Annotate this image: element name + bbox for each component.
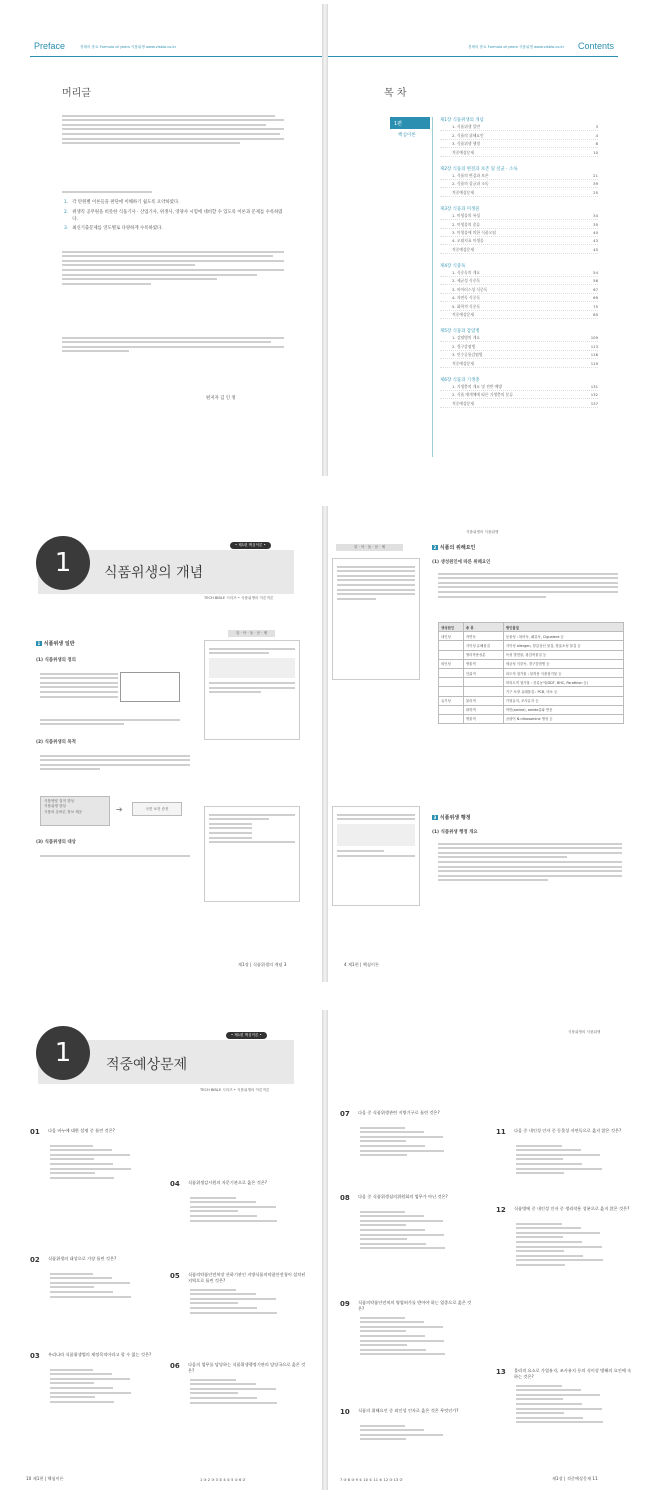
toc-chapter — [440, 166, 598, 197]
part-divider — [432, 117, 433, 457]
table-cell: 아민(amine), amide류와 반응 — [503, 705, 623, 714]
answer-options — [360, 1422, 472, 1443]
target-text — [40, 852, 190, 859]
answer-options — [360, 1314, 472, 1358]
toc-item[interactable] — [440, 344, 598, 351]
purpose-flow-right: 국민 보건 증진 — [132, 802, 182, 816]
answer-options — [516, 1220, 630, 1269]
toc-chapter-title[interactable]: 제4장 식중독 — [440, 263, 466, 269]
toc-chapter-title[interactable]: 제1장 식품위생의 개념 — [440, 118, 484, 123]
quiz-label: 알 · 아 · 둘 · 문 · 제 — [336, 544, 403, 551]
toc-item-page: 3 — [595, 124, 598, 130]
toc-item-page: 69 — [593, 295, 598, 301]
table-row — [439, 714, 624, 723]
toc-chapter-title[interactable]: 제3장 식품과 미생물 — [440, 206, 480, 212]
part-name: 핵심이론 — [398, 133, 416, 138]
question-text: 다음 중 식품위생관련 지방기구로 틀린 것은? — [358, 1110, 440, 1115]
table-cell: 비의도적 첨가물 : 잔류농약(DDT, BHC, Parathion 등) — [503, 678, 623, 687]
toc-item-label: 적중예상문제 — [452, 189, 475, 195]
page-number: 제1장 | 식품위생의 개념 3 — [238, 962, 287, 967]
toc-item-label: 2. 식품의 위해요인 — [452, 132, 484, 138]
toc-item-label: 1. 감염병의 개요 — [452, 335, 481, 341]
table-cell: 의도적 첨가물 : 불허용 식품첨가물 등 — [503, 668, 623, 677]
table-cell — [463, 678, 503, 687]
toc-item-page: 4 — [595, 132, 598, 138]
preface-page — [0, 4, 322, 476]
toc-item-page: 109 — [590, 335, 598, 341]
purpose-flow-left: 식품영양 질적 향상 식품위생 향상 식품의 올바른 정보 제공 — [40, 796, 110, 826]
toc-item-label: 3. 바이러스성 식중독 — [452, 286, 488, 292]
question-text: 다음 바누에 대한 설명 중 틀린 것은? — [48, 1128, 115, 1133]
question-number: 06 — [170, 1362, 180, 1370]
question-number: 11 — [496, 1128, 506, 1136]
definition-text-2 — [40, 716, 180, 728]
table-cell — [463, 687, 503, 696]
table-cell: 동물성 : 복어독, 패류독, Ciguatera 등 — [503, 632, 623, 641]
running-header: 식품위생의 식품위생 — [568, 1030, 601, 1034]
chapter-title: 식품위생의 개념 — [104, 565, 204, 581]
table-cell: 화학적 — [463, 705, 503, 714]
toc-chapter — [440, 206, 598, 254]
table-row — [439, 632, 624, 641]
toc-item-page: 10 — [593, 149, 598, 155]
toc-item-label: 4. 자연독 식중독 — [452, 295, 481, 301]
table-cell: 가열유지, 조사유지 등 — [503, 696, 623, 705]
toc-item-page: 45 — [593, 246, 598, 252]
question-number: 05 — [170, 1272, 180, 1280]
table-cell — [439, 687, 464, 696]
toc-item[interactable] — [440, 190, 598, 197]
toc-item[interactable] — [440, 181, 598, 188]
toc-item-page: 116 — [590, 352, 598, 358]
quiz-box-4 — [332, 806, 420, 906]
toc-item[interactable] — [440, 173, 598, 180]
question-text: 다음의 업무를 담당하는 식품위생행정기관의 담당국으로 옳은 것은? — [188, 1362, 306, 1374]
answer-options — [190, 1376, 306, 1406]
hazard-table — [438, 622, 624, 724]
question-number: 01 — [30, 1128, 40, 1136]
toc-item[interactable] — [440, 150, 598, 157]
quiz-box-3 — [332, 558, 420, 680]
quiz-box-1 — [204, 640, 300, 740]
page-number: 4 제1편 | 핵심이론 — [344, 962, 380, 967]
toc-list — [440, 117, 598, 417]
page-number: 제1장 | 적중예상문제 11 — [552, 1476, 598, 1481]
answer-line: 1 ③ 2 ③ 3 ② 4 ① 5 ① 6 ② — [200, 1478, 246, 1482]
toc-item[interactable] — [440, 133, 598, 140]
chapter-tag: • 제1편 핵심이론 • — [226, 1032, 267, 1039]
table-cell: 인위적 — [463, 668, 503, 677]
toc-item-page: 35 — [593, 221, 598, 227]
toc-item-page: 132 — [590, 392, 598, 398]
chapter-number-badge: 1 — [36, 1026, 90, 1080]
section-heading-1: 1 식품위생 일반 — [37, 641, 75, 647]
toc-item[interactable] — [440, 352, 598, 359]
question-number: 12 — [496, 1206, 506, 1214]
toc-item[interactable] — [440, 213, 598, 220]
subheading-3: (3) 식품위생의 대상 — [36, 840, 76, 845]
chapter-tag: • 제1편 핵심이론 • — [230, 542, 271, 549]
question-number: 09 — [340, 1300, 350, 1308]
table-row — [439, 650, 624, 659]
table-cell — [439, 641, 464, 650]
preface-header-title: Preface — [34, 41, 66, 51]
spread-practice-questions — [0, 1010, 650, 1490]
toc-item[interactable] — [440, 401, 598, 408]
question-number: 07 — [340, 1110, 350, 1118]
table-header-cell: 병인물질 — [503, 623, 623, 632]
table-row — [439, 687, 624, 696]
toc-item[interactable] — [440, 295, 598, 302]
toc-item-label: 적중예상문제 — [452, 312, 475, 318]
toc-item[interactable] — [440, 278, 598, 285]
toc-item-label: 적중예상문제 — [452, 360, 475, 366]
toc-chapter-title[interactable]: 제6장 식품과 기생충 — [440, 377, 480, 383]
answer-options — [516, 1142, 630, 1177]
preface-signature: 편저자 김 인 정 — [206, 396, 236, 401]
contents-header-title: Contents — [577, 41, 614, 51]
table-row — [439, 705, 624, 714]
question-text: 물리적 요소로 가열유지, 조사유지 등의 식이성 병해의 요인에 속하는 것은? — [514, 1368, 632, 1380]
toc-item-label: 2. 경구감염병 — [452, 343, 476, 349]
table-row — [439, 659, 624, 668]
toc-item[interactable] — [440, 222, 598, 229]
toc-item-page: 119 — [590, 360, 598, 366]
answer-options — [360, 1208, 472, 1252]
toc-item-page: 25 — [593, 189, 598, 195]
chapter-title: 적중예상문제 — [106, 1057, 188, 1073]
toc-item-label: 2. 세균성 식중독 — [452, 278, 481, 284]
table-cell: 식이성 유해물질 — [463, 641, 503, 650]
subheading-b: (1) 식품위생 행정 개요 — [432, 830, 478, 835]
toc-item-label: 적중예상문제 — [452, 400, 475, 406]
contents-heading: 목 차 — [384, 88, 407, 99]
toc-item[interactable] — [440, 392, 598, 399]
toc-chapter — [440, 328, 598, 368]
section-heading-2: 2 식품의 위해요인 — [433, 545, 476, 551]
toc-item-label: 적중예상문제 — [452, 246, 475, 252]
table-cell — [439, 678, 464, 687]
contents-header-sub: 경제의 중요 Formula of years 식품위생 www.visbla.co.kr — [468, 45, 565, 49]
toc-item-page: 75 — [593, 303, 598, 309]
definition-text — [40, 670, 118, 700]
table-cell — [439, 668, 464, 677]
running-header: 식품위생의 식품위생 — [466, 530, 499, 534]
table-cell — [439, 714, 464, 723]
list-item: 1. 각 탄원별 이론들을 판단에 이해하기 쉽도록 요약하였다. — [64, 200, 180, 205]
toc-item-page: 113 — [590, 343, 598, 349]
toc-item-label: 1. 식품위생 일반 — [452, 124, 481, 130]
question-text: 식품의 위해요인 중 외인성 인자로 옳은 것은 무엇인가? — [358, 1408, 459, 1413]
table-cell: 생물적 — [463, 714, 503, 723]
quiz-box-2 — [204, 806, 300, 902]
toc-item[interactable] — [440, 361, 598, 368]
chapter1-page — [0, 506, 322, 982]
practice-page-left — [0, 1010, 322, 1490]
table-cell: 곰팡이 N-nitrosamine 생성 등 — [503, 714, 623, 723]
toc-item[interactable] — [440, 384, 598, 391]
quiz-label: 알 · 아 · 둘 · 문 · 제 — [228, 630, 275, 637]
toc-item-page: 56 — [593, 278, 598, 284]
question-text: 우리나라 식품위생법의 제정목적이라고 할 수 없는 것은? — [48, 1352, 152, 1357]
toc-item-label: 3. 식품위생 행정 — [452, 141, 481, 147]
part-badge: 1편 — [390, 117, 430, 129]
preface-list — [64, 200, 284, 233]
header-rule — [328, 56, 618, 57]
toc-item-page: 85 — [593, 312, 598, 318]
table-cell: 유기성 — [439, 696, 464, 705]
question-text: 다음 중 내인성 인자 중 동물성 자연독으로 옳지 않은 것은? — [514, 1128, 622, 1133]
toc-item-page: 67 — [593, 286, 598, 292]
toc-item-label: 적중예상문제 — [452, 149, 475, 155]
answer-options — [190, 1286, 306, 1316]
toc-item-page: 6 — [595, 141, 598, 147]
question-number: 13 — [496, 1368, 506, 1376]
tech-line: TECH BIBLE 시리즈 • 식품위생의 이론적론 — [200, 1088, 270, 1092]
answer-options — [50, 1366, 158, 1405]
question-number: 10 — [340, 1408, 350, 1416]
table-header-cell: 생성원인 — [439, 623, 464, 632]
subheading-1: (1) 식품위생의 정의 — [36, 658, 76, 663]
chapter-number-badge: 1 — [36, 536, 90, 590]
toc-item[interactable] — [440, 312, 598, 319]
table-cell: 독성 발현물, 광감작물질 등 — [503, 650, 623, 659]
practice-page-right — [328, 1010, 650, 1490]
toc-item-label: 3. 인수공통감염병 — [452, 352, 483, 358]
table-cell — [439, 650, 464, 659]
table-cell: 기구 포장 유래물질 : PCB, 비소 등 — [503, 687, 623, 696]
toc-item[interactable] — [440, 247, 598, 254]
question-text: 식품위생감시원의 자문기관으로 옳은 것은? — [188, 1180, 268, 1185]
toc-item-label: 3. 미생물에 의한 식품오염 — [452, 229, 496, 235]
toc-chapter-title[interactable]: 제5장 식품과 감염병 — [440, 329, 480, 335]
table-cell: 외인성 — [439, 659, 464, 668]
tech-line: TECH BIBLE 시리즈 • 식품위생의 이론적론 — [204, 596, 274, 600]
toc-chapter — [440, 117, 598, 157]
question-text: 식품의약품안전처장 산하기관인 지방식품의약품안전청이 설치된 지역으로 틀린 것은? — [188, 1272, 306, 1284]
toc-chapter — [440, 377, 598, 408]
table-header-row — [439, 623, 624, 632]
toc-item[interactable] — [440, 287, 598, 294]
toc-item-page: 34 — [593, 213, 598, 219]
toc-item[interactable] — [440, 304, 598, 311]
hazards-page — [328, 506, 650, 982]
toc-item-label: 2. 식품 매개체에 따른 기생충의 분류 — [452, 392, 514, 398]
question-text: 다음 중 식품위생심의위원회의 업무가 아닌 것은? — [358, 1194, 448, 1199]
hazard-text — [438, 570, 618, 600]
list-item: 3. 최신기출문제를 연도별로 다양하게 수록하였다. — [64, 226, 163, 232]
admin-text — [438, 840, 622, 884]
toc-item-page: 131 — [590, 383, 598, 389]
definition-note-box — [120, 672, 180, 702]
table-cell: 내인성 — [439, 632, 464, 641]
toc-item[interactable] — [440, 230, 598, 237]
table-row — [439, 678, 624, 687]
preface-body-paragraph-2 — [62, 248, 284, 287]
contents-page — [328, 4, 650, 476]
section-heading-3: 3 식품위생 행정 — [433, 815, 471, 821]
toc-item[interactable] — [440, 124, 598, 131]
question-number: 02 — [30, 1256, 40, 1264]
toc-item[interactable] — [440, 270, 598, 277]
preface-heading: 머리글 — [62, 88, 91, 99]
toc-item[interactable] — [440, 238, 598, 245]
question-number: 03 — [30, 1352, 40, 1360]
purpose-text — [40, 752, 190, 773]
answer-options — [50, 1142, 158, 1181]
toc-item-page: 54 — [593, 270, 598, 276]
toc-item-label: 2. 미생물의 종류 — [452, 221, 481, 227]
toc-item-page: 21 — [593, 172, 598, 178]
preface-body-paragraph — [62, 112, 284, 147]
table-cell — [439, 705, 464, 714]
answer-options — [516, 1382, 630, 1426]
toc-item-page: 39 — [593, 181, 598, 187]
table-cell: 세균성 식중독, 경구감염병 등 — [503, 659, 623, 668]
toc-item-label: 1. 기생충의 개요 및 전반 예방 — [452, 383, 503, 389]
toc-item-label: 1. 미생물의 특성 — [452, 213, 481, 219]
toc-item-label: 1. 식중독의 개요 — [452, 270, 481, 276]
subheading-a: (1) 생성원인에 따른 위해요인 — [432, 560, 491, 565]
answer-options — [190, 1194, 306, 1224]
question-text: 식품위생의 대상으로 가장 틀린 것은? — [48, 1256, 117, 1261]
toc-chapter — [440, 263, 598, 319]
table-header-cell: 종 류 — [463, 623, 503, 632]
toc-item-page: 43 — [593, 238, 598, 244]
toc-item-label: 1. 식품의 변질과 보존 — [452, 172, 489, 178]
toc-item-label: 5. 화학적 식중독 — [452, 303, 481, 309]
answer-options — [360, 1124, 472, 1159]
header-rule — [30, 56, 322, 57]
table-cell: 생리작용성분 — [463, 650, 503, 659]
question-text: 식품의약품안전처의 영업허가를 받아야 하는 업종으로 옳은 것은? — [358, 1300, 472, 1312]
answer-line: 7 ③ 8 ③ 9 ① 10 ① 11 ④ 12 ③ 13 ② — [340, 1478, 403, 1482]
table-cell: 생물적 — [463, 659, 503, 668]
question-text: 식품병에 중 내인성 인자 중 생리작용 성분으로 옳지 않은 것은? — [514, 1206, 630, 1211]
toc-item[interactable] — [440, 335, 598, 342]
page-number: 10 제1편 | 핵심이론 — [26, 1476, 64, 1481]
table-row — [439, 668, 624, 677]
table-row — [439, 641, 624, 650]
toc-chapter-title[interactable]: 제2장 식품의 변질과 보존 및 살균 · 소독 — [440, 166, 518, 172]
spread-preface-contents — [0, 4, 650, 476]
question-number: 04 — [170, 1180, 180, 1188]
toc-item-page: 40 — [593, 229, 598, 235]
table-cell: 자연독 — [463, 632, 503, 641]
list-item: 2. 위생직 공무원을 비롯한 식품기사 · 산업기사, 위생사, 영양사 시험에 대비할 수 있도록 이론과 문제를 수록하였다. — [64, 209, 283, 222]
table-cell: 식이성 allergen, 항갑상선 물질, 항효소성 물질 등 — [503, 641, 623, 650]
subheading-2: (2) 식품위생의 목적 — [36, 740, 76, 745]
table-row — [439, 696, 624, 705]
toc-item[interactable] — [440, 141, 598, 148]
toc-item-label: 2. 식품의 살균과 소독 — [452, 181, 489, 187]
preface-body-paragraph-3 — [62, 334, 284, 355]
preface-intro-line — [62, 188, 152, 195]
table-cell: 물리적 — [463, 696, 503, 705]
preface-header-sub: 경제의 중요 Formula of years 식품위생 www.visbla.co.kr — [80, 45, 177, 49]
arrow-right-icon: ➔ — [116, 805, 123, 814]
spread-chapter1-theory — [0, 506, 650, 982]
answer-options — [50, 1270, 158, 1300]
question-number: 08 — [340, 1194, 350, 1202]
toc-item-label: 4. 오염지표 미생물 — [452, 238, 484, 244]
toc-item-page: 137 — [590, 400, 598, 406]
